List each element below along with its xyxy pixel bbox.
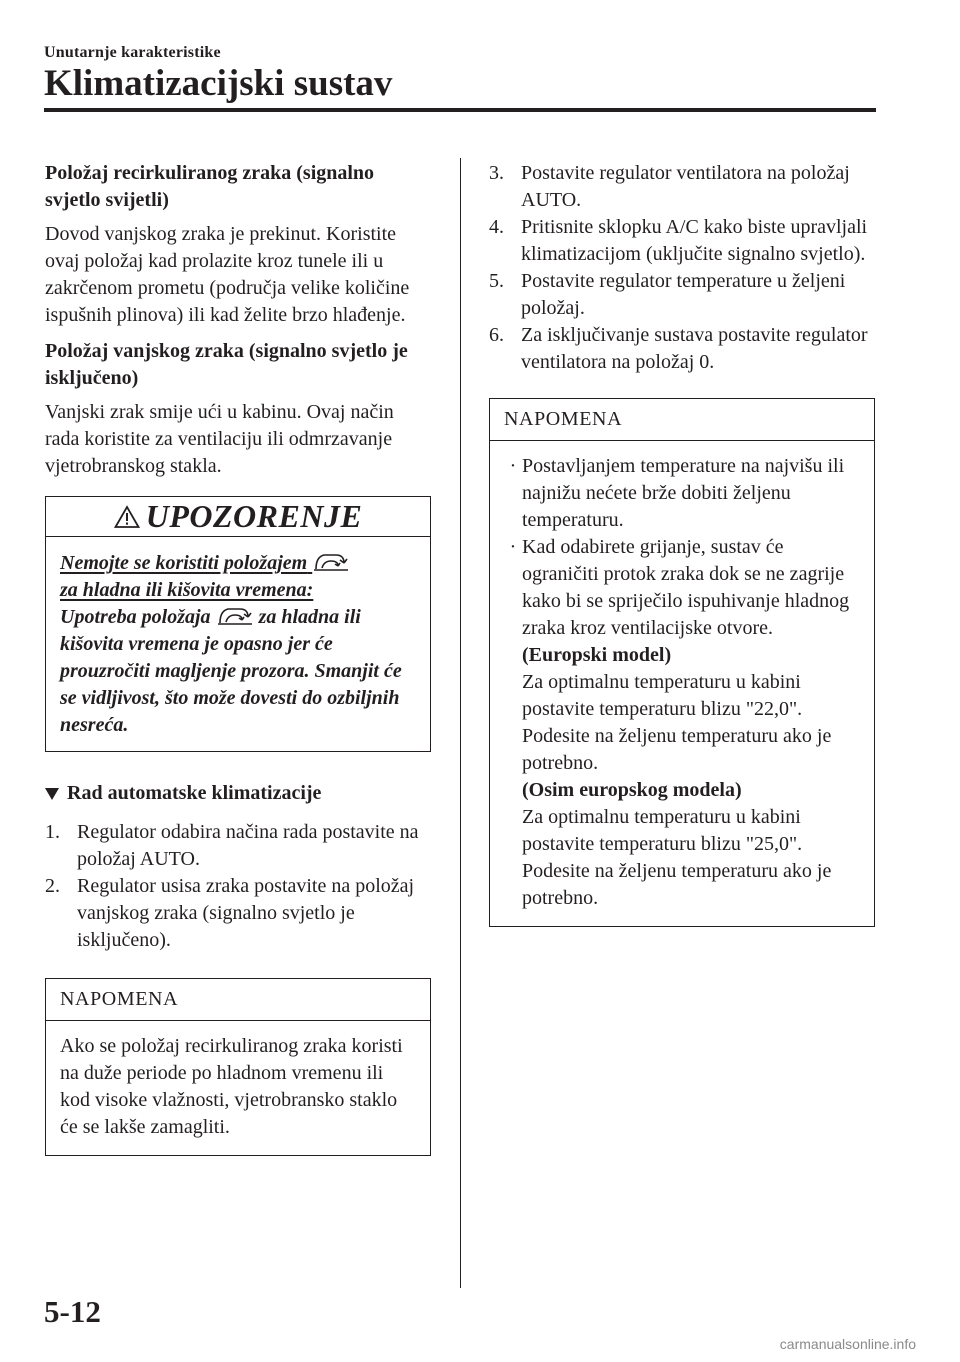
step-number: 2. bbox=[45, 875, 60, 897]
step-item bbox=[45, 873, 433, 954]
warning-header bbox=[46, 497, 430, 537]
step-text: Regulator usisa zraka postavite na položaj vanjskog zraka (signalno svjetlo je isključeno). bbox=[77, 875, 415, 951]
steps-list-left bbox=[45, 819, 433, 954]
note-bullet-text: Postavljanjem temperature na najvišu ili najnižu nećete brže dobiti željenu temperaturu. bbox=[522, 455, 845, 531]
right-column bbox=[489, 160, 877, 927]
header-rule bbox=[44, 108, 876, 112]
recirculation-icon bbox=[312, 551, 350, 573]
note-bullet-item bbox=[504, 453, 860, 534]
note-bullet-text bbox=[522, 534, 860, 912]
down-triangle-icon bbox=[45, 788, 59, 800]
bullet-dot: · bbox=[509, 455, 517, 477]
step-item bbox=[489, 160, 877, 214]
outside-air-heading: Položaj vanjskog zraka (signalno svjetlo je isključeno) bbox=[45, 340, 408, 389]
outside-air-text: Vanjski zrak smije ući u kabinu. Ovaj način rada koristite za ventilaciju ili odmrzavanje vjetrobranskog stakla. bbox=[45, 401, 394, 477]
note-header: NAPOMENA bbox=[46, 979, 430, 1021]
warning-lead bbox=[60, 550, 416, 604]
eu-model-text: Za optimalnu temperaturu u kabini postavite temperaturu blizu "22,0". Podesite na željenu temperaturu ako je potrebno. bbox=[522, 671, 832, 774]
step-text: Regulator odabira načina rada postavite na položaj AUTO. bbox=[77, 821, 419, 870]
warning-text bbox=[60, 604, 416, 739]
step-item bbox=[489, 268, 877, 322]
warning-triangle-icon bbox=[114, 505, 140, 529]
auto-ac-heading bbox=[45, 782, 433, 805]
step-text: Postavite regulator ventilatora na položaj AUTO. bbox=[521, 162, 850, 211]
auto-ac-heading-text: Rad automatske klimatizacije bbox=[67, 782, 322, 804]
step-number: 4. bbox=[489, 216, 504, 238]
non-eu-model-heading: (Osim europskog modela) bbox=[522, 779, 742, 801]
recirc-heading: Položaj recirkuliranog zraka (signalno svjetlo svijetli) bbox=[45, 162, 375, 211]
note-box-left bbox=[45, 978, 431, 1156]
recirculation-icon-2 bbox=[216, 605, 254, 627]
step-text: Pritisnite sklopku A/C kako biste upravljali klimatizacijom (uključite signalno svjetlo). bbox=[521, 216, 868, 265]
warning-body bbox=[46, 537, 430, 751]
note-body bbox=[46, 1021, 430, 1155]
step-item bbox=[489, 214, 877, 268]
warning-title: UPOZORENJE bbox=[145, 498, 363, 534]
recirc-text: Dovod vanjskog zraka je prekinut. Koristite ovaj položaj kad prolazite kroz tunele ili u zakrčenom prometu (područja velike količine ispušnih plinova) ili kad želite brzo hlađenje. bbox=[45, 223, 410, 326]
watermark: carmanualsonline.info bbox=[779, 1336, 916, 1352]
note-box-right bbox=[489, 398, 875, 927]
column-divider bbox=[460, 158, 461, 1288]
step-text: Postavite regulator temperature u željeni položaj. bbox=[521, 270, 846, 319]
step-number: 5. bbox=[489, 270, 504, 292]
chapter-title: Klimatizacijski sustav bbox=[44, 63, 393, 104]
note-bullets bbox=[504, 453, 860, 912]
note-body bbox=[490, 441, 874, 926]
note-bullet-body: Kad odabirete grijanje, sustav će ograničiti protok zraka dok se ne zagrije kako bi se spriječilo ispuhivanje hladnog zraka kroz ventilacijske otvore. bbox=[522, 536, 850, 639]
warning-lead-b: za hladna ili kišovita vremena: bbox=[60, 579, 314, 601]
step-number: 6. bbox=[489, 324, 504, 346]
section-label: Unutarnje karakteristike bbox=[44, 44, 221, 61]
note-header: NAPOMENA bbox=[490, 399, 874, 441]
step-number: 3. bbox=[489, 162, 504, 184]
warning-text-b: za hladna ili kišovita vremena je opasno jer će prouzročiti magljenje prozora. Smanjit će se vidljivost, što može dovesti do ozbiljnih nesreća. bbox=[60, 606, 402, 736]
left-column bbox=[45, 160, 433, 1156]
step-item bbox=[489, 322, 877, 376]
page-number: 5-12 bbox=[44, 1294, 101, 1329]
step-number: 1. bbox=[45, 821, 60, 843]
note-bullet-item bbox=[504, 534, 860, 912]
steps-list-right bbox=[489, 160, 877, 376]
warning-text-a: Upotreba položaja bbox=[60, 606, 211, 628]
non-eu-model-text: Za optimalnu temperaturu u kabini postavite temperaturu blizu "25,0". Podesite na željenu temperaturu ako je potrebno. bbox=[522, 806, 832, 909]
note-text: Ako se položaj recirkuliranog zraka koristi na duže periode po hladnom vremenu ili kod visoke vlažnosti, vjetrobransko staklo će se lakše zamagliti. bbox=[60, 1035, 403, 1138]
step-item bbox=[45, 819, 433, 873]
warning-box bbox=[45, 496, 431, 752]
bullet-dot: · bbox=[509, 536, 517, 558]
warning-lead-a: Nemojte se koristiti položajem bbox=[60, 552, 308, 574]
eu-model-heading: (Europski model) bbox=[522, 644, 672, 666]
step-text: Za isključivanje sustava postavite regulator ventilatora na položaj 0. bbox=[521, 324, 868, 373]
